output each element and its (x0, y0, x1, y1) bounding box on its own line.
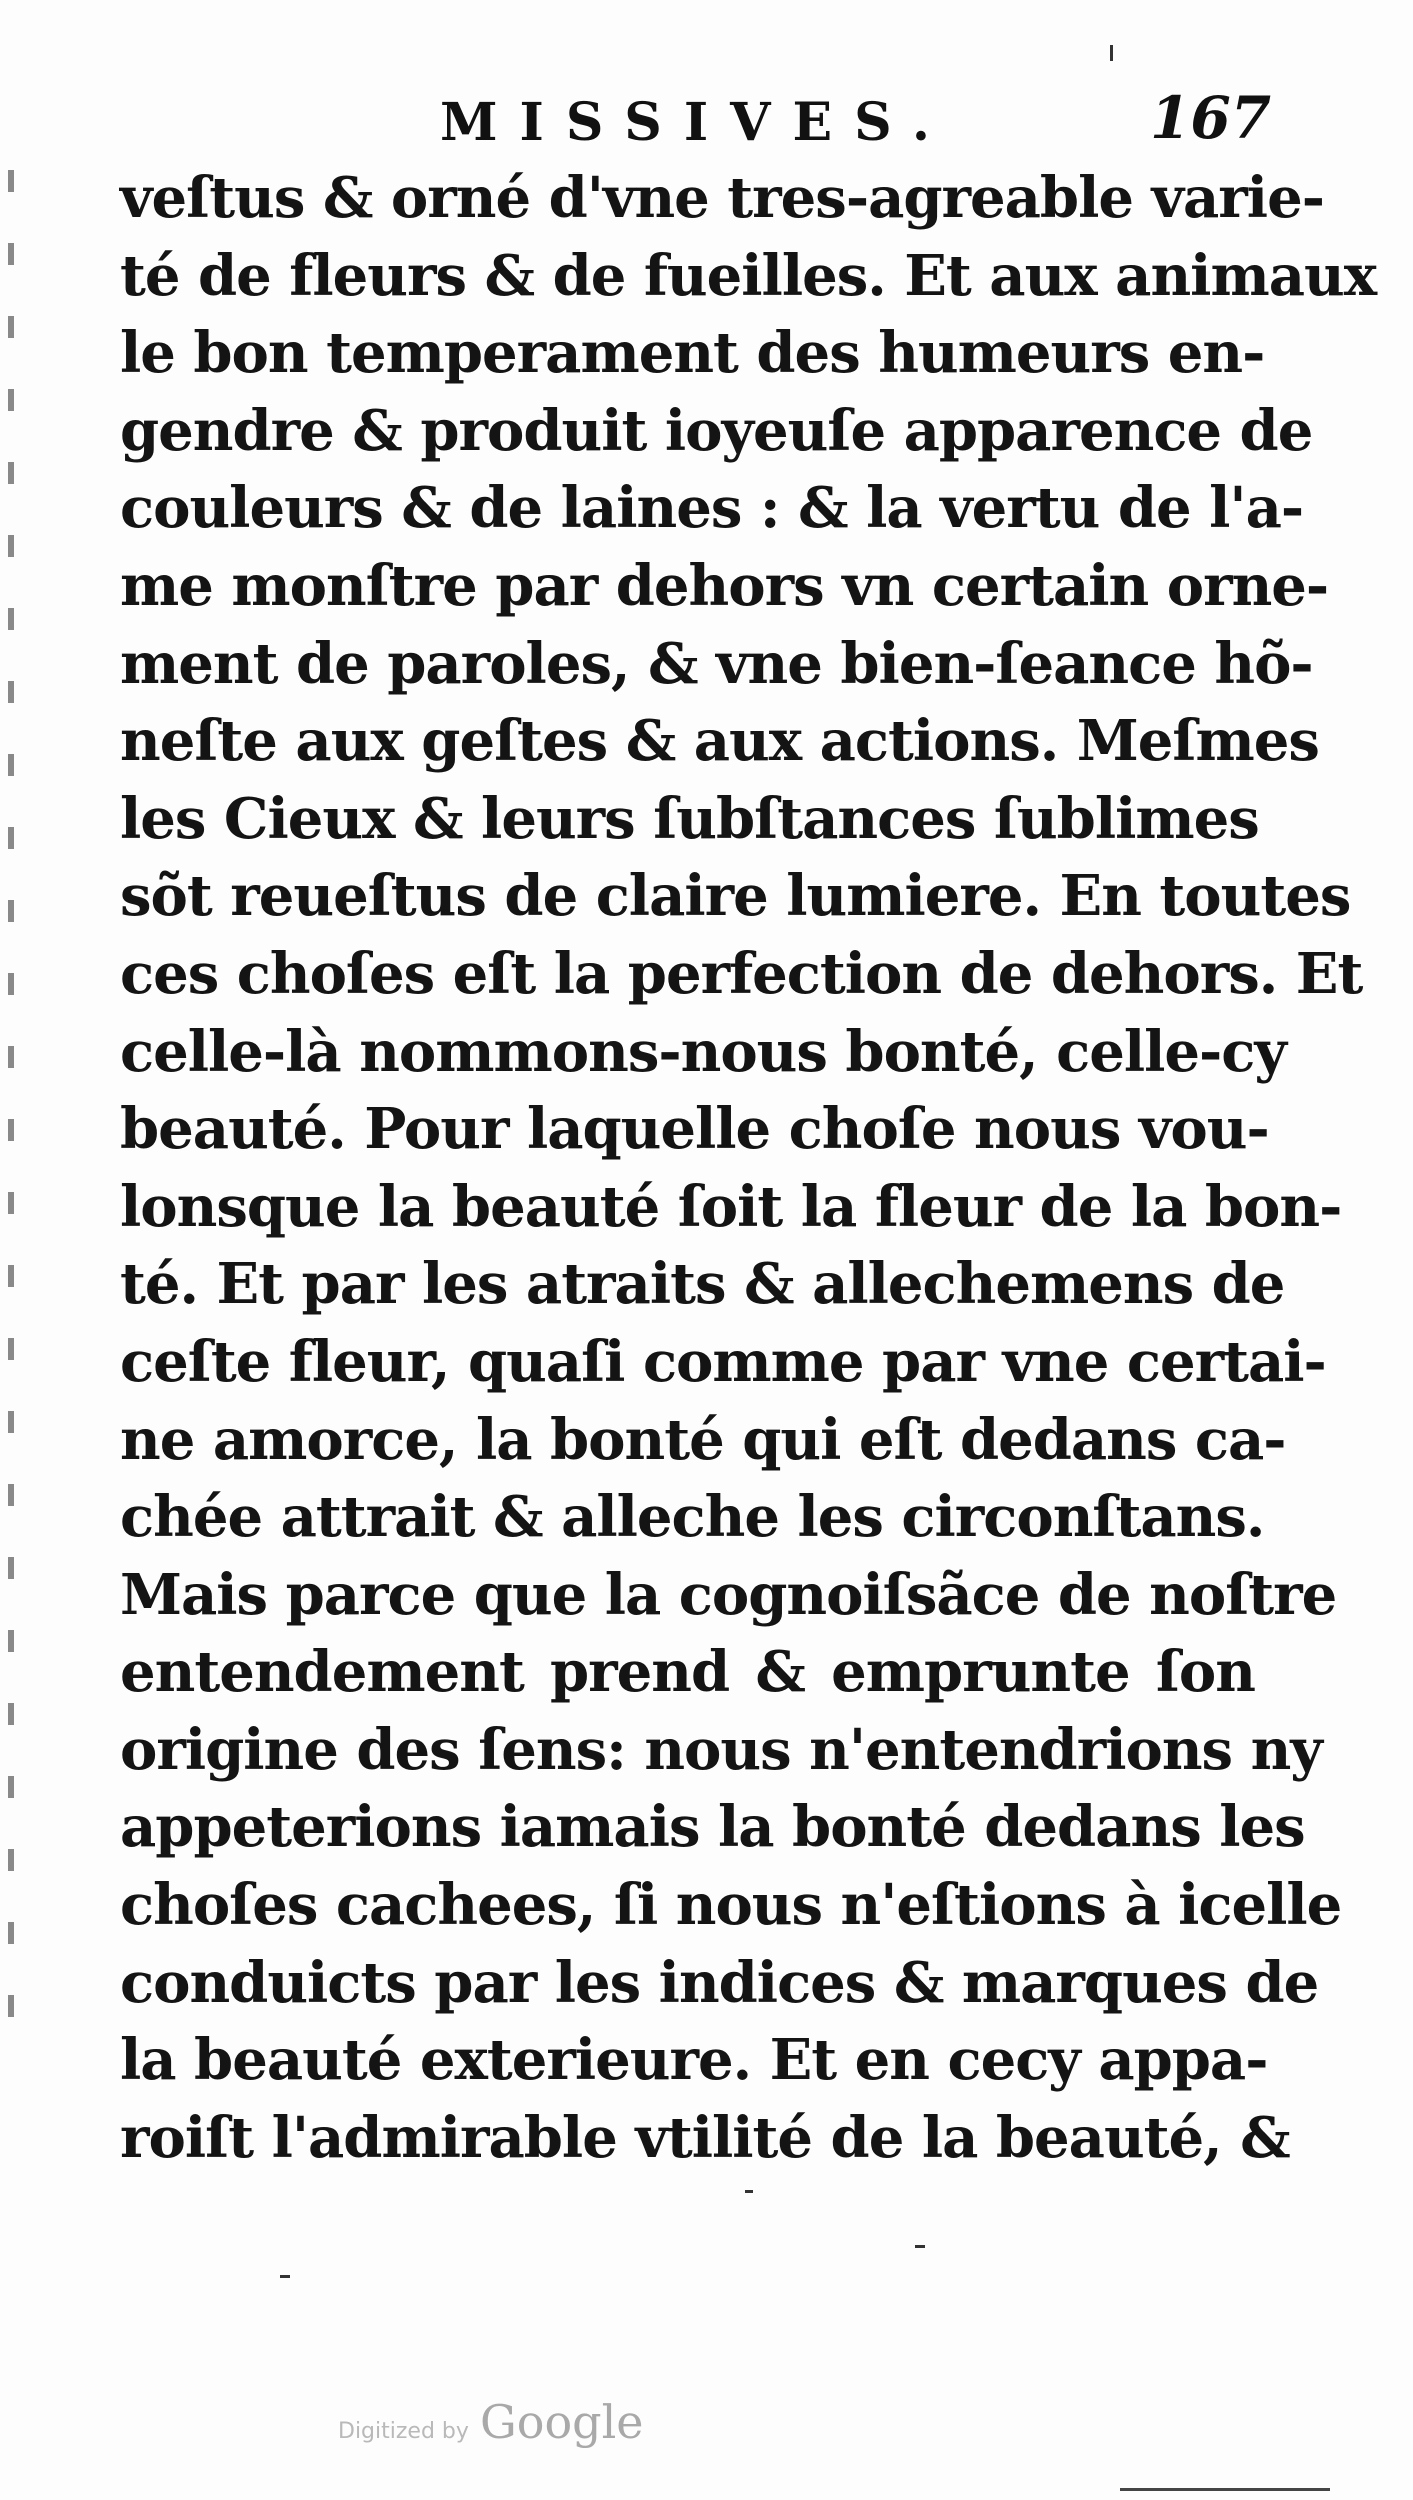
text-line: appeterions iamais la bonté dedans les (120, 1794, 1305, 1861)
text-line: neſte aux geſtes & aux actions. Meſmes (120, 708, 1319, 775)
text-line: chée attrait & alleche les circonſtans. (120, 1484, 1265, 1551)
text-line: Mais parce que la cognoiſsãce de noſtre (120, 1561, 1337, 1628)
text-line: me monſtre par dehors vn certain orne- (120, 552, 1329, 619)
text-line: couleurs & de laines : & la vertu de l'a- (120, 475, 1304, 542)
facing-page-edge (0, 170, 30, 2190)
text-line: té. Et par les atraits & allechemens de (120, 1251, 1285, 1318)
digitization-watermark (338, 2395, 644, 2449)
ink-speck (915, 2245, 925, 2248)
text-line: ment de paroles, & vne bien-ſeance hõ- (120, 630, 1313, 697)
text-line: roiſt l'admirable vtilité de la beauté, & (120, 2104, 1290, 2171)
text-line: sõt reueſtus de claire lumiere. En toutes (120, 863, 1351, 930)
text-line: la beauté exterieure. Et en cecy appa- (120, 2027, 1268, 2094)
text-line: ceſte fleur, quaſi comme par vne certai- (120, 1328, 1326, 1395)
ink-speck (1110, 45, 1113, 61)
page-number: 167 (1150, 84, 1272, 152)
text-line: veſtus & orné d'vne tres-agreable varie- (120, 165, 1324, 231)
text-line: gendre & produit ioyeuſe apparence de (120, 397, 1313, 464)
text-line: les Cieux & leurs ſubſtances ſublimes (120, 785, 1259, 852)
text-line: origine des ſens: nous n'entendrions ny (120, 1716, 1322, 1783)
running-head: MISSIVES. (440, 92, 952, 153)
body-text (120, 160, 1377, 2177)
text-line: té de fleurs & de fueilles. Et aux animaux (120, 242, 1377, 309)
digitized-label: Digitized by (338, 2419, 469, 2444)
page-edge-line (1120, 2488, 1330, 2491)
text-line: lonsque la beauté ſoit la fleur de la bon- (120, 1173, 1342, 1240)
text-line: ces choſes eſt la perfection de dehors. Et (120, 940, 1363, 1007)
ink-speck (745, 2190, 753, 2193)
text-line: celle-là nommons-nous bonté, celle-cy (120, 1018, 1286, 1085)
text-line: ne amorce, la bonté qui eſt dedans ca- (120, 1406, 1286, 1473)
digitizer-brand: Google (480, 2395, 644, 2449)
ink-speck (280, 2275, 290, 2278)
text-line: beauté. Pour laquelle choſe nous vou- (120, 1096, 1269, 1163)
text-line: le bon temperament des humeurs en- (120, 320, 1265, 387)
text-line: choſes cachees, ſi nous n'eſtions à icelle (120, 1872, 1342, 1939)
text-line: conduicts par les indices & marques de (120, 1949, 1319, 2016)
text-line: entendement prend & emprunte ſon (120, 1639, 1255, 1706)
